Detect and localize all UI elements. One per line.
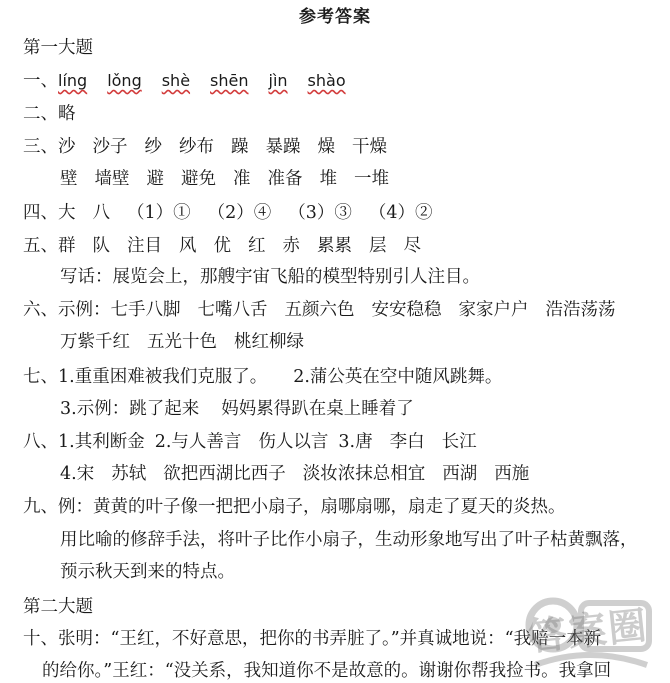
answer-item: 堆 (319, 169, 337, 189)
question-number: 四、 (23, 203, 58, 223)
answer-item: 注目 (127, 236, 162, 256)
answer-item: 燥 (317, 137, 335, 157)
answer-item: 准备 (267, 169, 303, 189)
question-10-row-2: 的给你。”王红：“没关系，我知道你不是故意的。谢谢你帮我捡书。我拿回 (42, 661, 612, 681)
question-number: 九、 (23, 497, 58, 517)
answer-text: 张明：“王红，不好意思，把你的书弄脏了。”并真诚地说：“我赔一本新 (58, 629, 602, 649)
question-number: 一、 (23, 71, 58, 91)
question-number: 十、 (23, 629, 58, 649)
answer-item: 躁 (231, 137, 249, 157)
answer-item: 苏轼 (111, 464, 147, 484)
question-2: 二、略 (23, 104, 76, 124)
answer-item: 七嘴八舌 (197, 300, 268, 320)
answer-item: 赤 (282, 236, 300, 256)
answer-item: 3.示例：跳了起来 (60, 399, 200, 419)
answer-text: 例：黄黄的叶子像一把把小扇子，扇哪扇哪，扇走了夏天的炎热。 (58, 497, 566, 517)
answer-item: 伤人以言 (258, 432, 329, 452)
answer-item: 大 (58, 203, 76, 223)
watermark-text: 答案圈 (526, 602, 651, 660)
answer-item: （2）④ (207, 203, 272, 223)
answer-item: 沙 (58, 137, 76, 157)
answer-item: 淡妆浓抹总相宜 (302, 464, 426, 484)
answer-item: 安安稳稳 (371, 300, 442, 320)
answer-item: 尽 (403, 236, 421, 256)
answer-item: （3）③ (288, 203, 352, 223)
question-3-row-2 (60, 168, 406, 190)
question-3-row-1 (23, 136, 404, 158)
answer-item: 李白 (389, 432, 425, 452)
answer-item: 避 (146, 169, 164, 189)
question-number: 六、 (23, 300, 58, 320)
question-4 (23, 202, 450, 224)
answer-item: （1）① (127, 203, 191, 223)
answer-item: 层 (369, 236, 387, 256)
question-5 (23, 235, 438, 257)
pinyin-6: shào (307, 71, 346, 90)
question-9-row-1 (23, 496, 566, 518)
question-8-row-2 (60, 463, 546, 485)
answer-item: 墙壁 (94, 169, 130, 189)
answer-item: 纱 (144, 137, 162, 157)
answer-item: 一堆 (354, 169, 389, 189)
question-1 (23, 70, 366, 92)
pinyin-1: líng (58, 71, 88, 90)
answer-item: 1.重重困难被我们克服了。 (58, 367, 268, 387)
answer-item: 欲把西湖比西子 (163, 464, 286, 484)
question-7-row-2 (60, 398, 414, 420)
answer-item: 1.其利断金 (58, 432, 145, 452)
question-7-row-1 (23, 366, 502, 388)
answer-item: （4）② (368, 203, 433, 223)
question-number: 七、 (23, 367, 58, 387)
part2-heading: 第二大题 (23, 597, 93, 617)
answer-item: 五光十色 (147, 332, 217, 352)
answer-item: 避免 (181, 169, 216, 189)
question-8-row-1 (23, 431, 494, 453)
answer-item: 家家户户 (458, 300, 529, 320)
question-6-row-2 (60, 331, 321, 353)
answer-item: 优 (213, 236, 231, 256)
question-number: 五、 (23, 236, 58, 256)
answer-item: 示例：七手八脚 (58, 300, 181, 320)
answer-item: 风 (179, 236, 197, 256)
answer-item: 队 (92, 236, 110, 256)
page-title: 参考答案 (299, 7, 371, 27)
question-10-row-1 (23, 628, 601, 650)
answer-item: 五颜六色 (284, 300, 355, 320)
answer-item: 3.唐 (338, 432, 373, 452)
answer-item: 暴躁 (265, 137, 301, 157)
question-number: 八、 (23, 432, 58, 452)
answer-item: 2.蒲公英在空中随风跳舞。 (293, 367, 503, 387)
answer-item: 万紫千红 (60, 332, 130, 352)
answer-item: 纱布 (179, 137, 214, 157)
answer-item: 干燥 (352, 137, 387, 157)
answer-item: 准 (233, 169, 251, 189)
answer-item: 西湖 (442, 464, 478, 484)
answer-item: 妈妈累得趴在桌上睡着了 (221, 399, 414, 419)
question-9-row-3: 预示秋天到来的特点。 (60, 562, 235, 582)
answer-item: 浩浩荡荡 (545, 300, 616, 320)
question-5-writing: 写话：展览会上，那艘宇宙飞船的模型特别引人注目。 (60, 267, 480, 287)
answer-item: 4.宋 (60, 464, 95, 484)
pinyin-2: lǒng (107, 71, 142, 90)
answer-item: 2.与人善言 (154, 432, 242, 452)
answer-item: 桃红柳绿 (234, 332, 304, 352)
question-9-row-2: 用比喻的修辞手法，将叶子比作小扇子，生动形象地写出了叶子枯黄飘落， (60, 530, 638, 550)
pinyin-4: shēn (210, 71, 249, 90)
answer-item: 群 (58, 236, 76, 256)
answer-item: 长江 (441, 432, 477, 452)
answer-item: 沙子 (92, 137, 128, 157)
answer-item: 红 (248, 236, 266, 256)
answer-item: 壁 (60, 169, 78, 189)
answer-item: 西施 (494, 464, 530, 484)
pinyin-5: jìn (268, 71, 288, 90)
question-number: 三、 (23, 137, 58, 157)
answer-item: 八 (92, 203, 110, 223)
pinyin-3: shè (161, 71, 191, 90)
answer-item: 累累 (317, 236, 352, 256)
part1-heading: 第一大题 (23, 38, 93, 58)
question-6-row-1 (23, 299, 633, 321)
